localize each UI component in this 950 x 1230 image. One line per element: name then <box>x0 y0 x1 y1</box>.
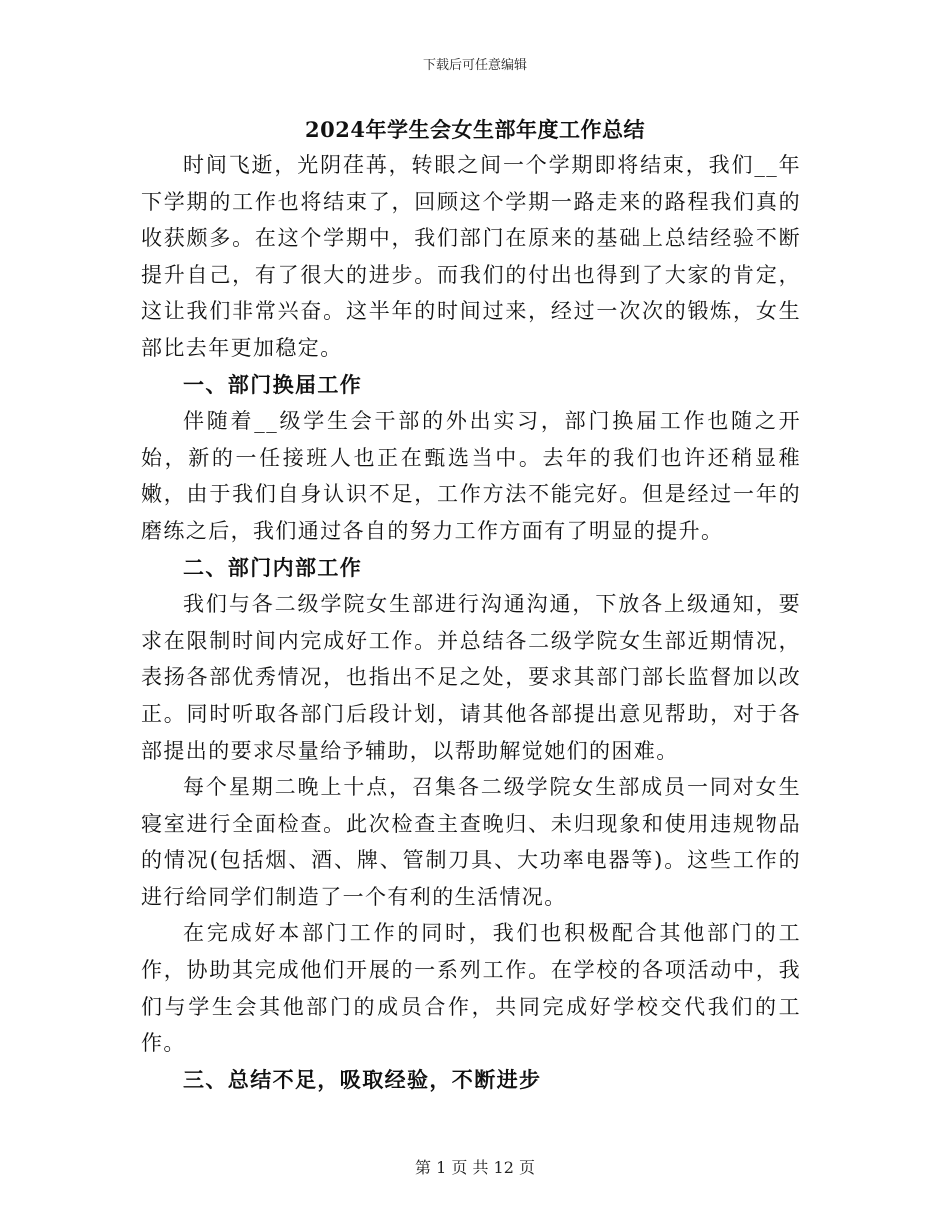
section-3-heading: 三、总结不足，吸取经验，不断进步 <box>183 1066 542 1092</box>
section-1-heading: 一、部门换届工作 <box>183 371 363 397</box>
section-2-paragraph-3: 在完成好本部门工作的同时，我们也积极配合其他部门的工作，协助其完成他们开展的一系列工作。在学校的各项活动中，我们与学生会其他部门的成员合作，共同完成好学校交代我们的工作。 <box>141 921 801 1056</box>
page-header: 下载后可任意编辑 <box>422 58 527 73</box>
section-2-paragraph-2: 每个星期二晚上十点，召集各二级学院女生部成员一同对女生寝室进行全面检查。此次检查主查晚归、未归现象和使用违规物品的情况(包括烟、酒、牌、管制刀具、大功率电器等)。这些工作的进行给同学们制造了一个有利的生活情况。 <box>141 775 801 909</box>
document-body <box>141 147 801 1098</box>
section-2-paragraph-1: 我们与各二级学院女生部进行沟通沟通，下放各上级通知，要求在限制时间内完成好工作。并总结各二级学院女生部近期情况，表扬各部优秀情况，也指出不足之处，要求其部门部长监督加以改正。同时听取各部门后段计划，请其他各部提出意见帮助，对于各部提出的要求尽量给予辅助，以帮助解觉她们的困难。 <box>141 592 801 763</box>
page-footer: 第 1 页 共 12 页 <box>415 1158 535 1177</box>
document-title: 2024年学生会女生部年度工作总结 <box>305 117 645 142</box>
section-1-paragraph: 伴随着__级学生会干部的外出实习，部门换届工作也随之开始，新的一任接班人也正在甄选当中。去年的我们也许还稍显稚嫩，由于我们自身认识不足，工作方法不能完好。但是经过一年的磨练之后，我们通过各自的努力工作方面有了明显的提升。 <box>141 409 801 543</box>
section-2-heading: 二、部门内部工作 <box>183 554 363 580</box>
intro-paragraph: 时间飞逝，光阴荏苒，转眼之间一个学期即将结束，我们__年下学期的工作也将结束了，回顾这个学期一路走来的路程我们真的收获颇多。在这个学期中，我们部门在原来的基础上总结经验不断提升自己，有了很大的进步。而我们的付出也得到了大家的肯定，这让我们非常兴奋。这半年的时间过来，经过一次次的锻炼，女生部比去年更加稳定。 <box>141 153 801 360</box>
